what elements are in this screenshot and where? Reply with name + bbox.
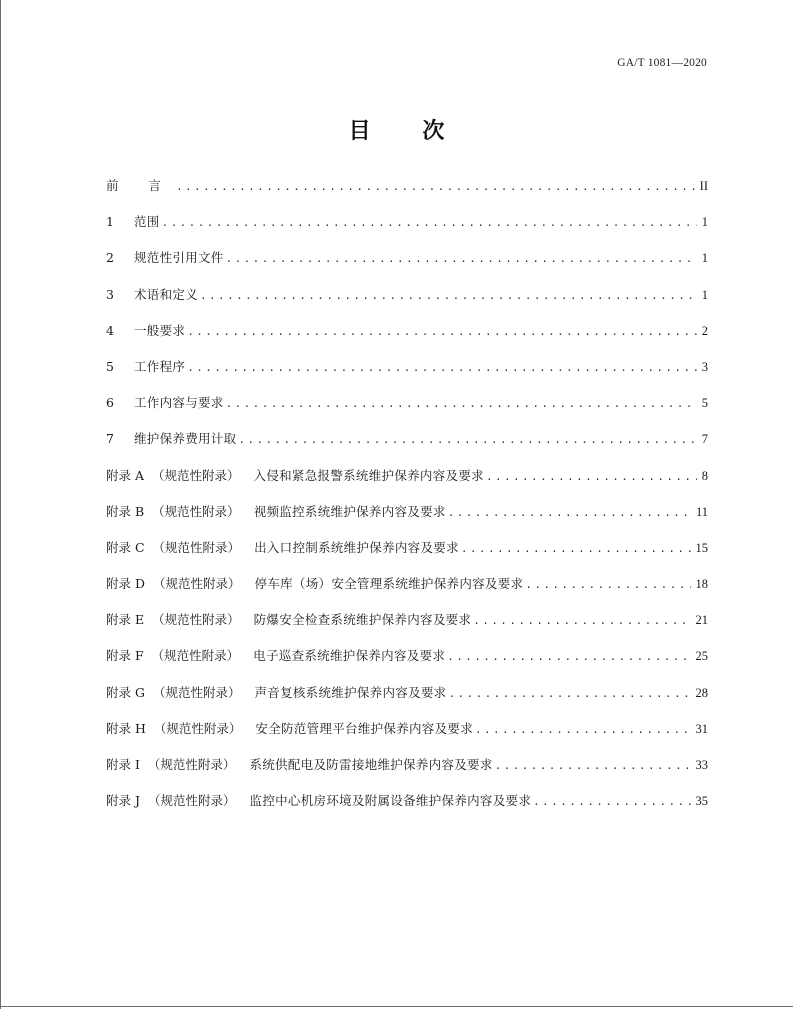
toc-entry-title: 防爆安全检查系统维护保养内容及要求 <box>253 612 472 628</box>
toc-entry-title: 监控中心机房环境及附属设备维护保养内容及要求 <box>249 793 532 809</box>
toc-entry-section[interactable] <box>106 427 708 463</box>
page-left-border <box>0 0 1 1009</box>
toc-page-number: 33 <box>695 758 708 772</box>
toc-entry-title: 系统供配电及防雷接地维护保养内容及要求 <box>249 757 493 772</box>
toc-appendix-type: （规范性附录） <box>148 793 236 809</box>
toc-page-number: 5 <box>701 396 708 411</box>
toc-entry-title: 电子巡查系统维护保养内容及要求 <box>253 648 446 664</box>
toc-appendix-type: （规范性附录） <box>152 539 241 555</box>
page-title: 目 次 <box>348 119 467 144</box>
toc-appendix-label: 附录 J <box>106 793 140 809</box>
toc-appendix-label: 附录 A <box>106 467 145 483</box>
toc-entry-appendix[interactable] <box>106 464 708 500</box>
toc-entry-section[interactable] <box>106 319 708 355</box>
toc-appendix-type: （规范性附录） <box>152 612 240 628</box>
toc-page-number: 1 <box>701 287 708 302</box>
toc-appendix-type: （规范性附录） <box>153 576 241 592</box>
toc-page-number: 2 <box>701 323 708 338</box>
toc-appendix-type: （规范性附录） <box>152 467 240 483</box>
toc-leader-dots <box>448 501 691 525</box>
toc-appendix-label: 附录 H <box>106 720 146 736</box>
toc-leader-dots <box>238 428 696 452</box>
page-bottom-border <box>0 1006 793 1007</box>
toc-leader-dots <box>447 645 690 669</box>
toc-appendix-label: 附录 I <box>106 757 140 772</box>
toc-entry-appendix[interactable] <box>106 644 708 680</box>
toc-entry-appendix[interactable] <box>106 608 708 644</box>
toc-entry-appendix[interactable] <box>106 717 708 753</box>
toc-leader-dots <box>200 284 697 308</box>
toc-leader-dots <box>475 718 691 742</box>
toc-page-number: 15 <box>695 540 708 555</box>
toc-entry-appendix[interactable] <box>106 572 708 608</box>
toc-entry-title: 术语和定义 <box>134 286 199 302</box>
toc-leader-dots <box>486 465 697 489</box>
toc-page-number: II <box>699 179 708 193</box>
toc-page-number: 1 <box>701 215 708 230</box>
toc-appendix-type: （规范性附录） <box>152 503 240 519</box>
toc-leader-dots <box>162 211 697 235</box>
toc-entry-title: 一般要求 <box>134 322 186 338</box>
toc-leader-dots <box>226 247 697 271</box>
toc-page-number: 3 <box>701 359 708 374</box>
toc-leader-dots <box>525 573 690 597</box>
toc-leader-dots <box>187 356 697 380</box>
toc-entry-title: 声音复核系统维护保养内容及要求 <box>254 684 447 700</box>
toc-page-number: 1 <box>701 251 708 266</box>
toc-appendix-label: 附录 C <box>106 539 145 555</box>
toc-section-number: 3 <box>106 286 114 302</box>
toc-entry-section[interactable] <box>106 355 708 391</box>
toc-appendix-label: 附录 G <box>106 684 145 700</box>
toc-section-number: 2 <box>106 250 114 266</box>
toc-entry-title: 停车库（场）安全管理系统维护保养内容及要求 <box>254 576 524 592</box>
toc-section-number: 5 <box>106 358 114 374</box>
toc-leader-dots <box>495 754 691 778</box>
toc-entry-section[interactable] <box>106 391 708 427</box>
toc-appendix-label: 附录 E <box>106 612 145 628</box>
toc-entry-title: 视频监控系统维护保养内容及要求 <box>253 503 446 519</box>
toc-entry-appendix[interactable] <box>106 536 708 572</box>
toc-leader-dots <box>461 537 691 561</box>
toc-appendix-type: （规范性附录） <box>152 684 241 700</box>
toc-entry-title: 安全防范管理平台维护保养内容及要求 <box>255 720 473 736</box>
toc-page-number: 25 <box>695 649 708 664</box>
toc-entry-appendix[interactable] <box>106 753 708 789</box>
toc-entry-title: 前 言 <box>106 178 174 193</box>
toc-appendix-label: 附录 D <box>106 576 145 592</box>
toc-section-number: 4 <box>106 322 114 338</box>
toc-page-number: 11 <box>695 504 708 519</box>
table-of-contents <box>106 174 708 825</box>
toc-entry-title: 规范性引用文件 <box>134 250 224 266</box>
toc-entry-preface[interactable] <box>106 174 708 210</box>
toc-page-number: 8 <box>701 468 708 483</box>
toc-appendix-label: 附录 B <box>106 503 145 519</box>
toc-entry-title: 工作内容与要求 <box>134 395 224 411</box>
toc-entry-title: 工作程序 <box>134 358 186 374</box>
toc-appendix-type: （规范性附录） <box>147 757 236 772</box>
toc-appendix-label: 附录 F <box>106 648 144 664</box>
toc-appendix-type: （规范性附录） <box>151 648 240 664</box>
toc-entry-appendix[interactable] <box>106 681 708 717</box>
toc-page-number: 21 <box>695 613 708 628</box>
toc-page-number: 28 <box>695 685 708 700</box>
toc-leader-dots <box>176 175 695 199</box>
toc-section-number: 1 <box>106 214 114 230</box>
toc-leader-dots <box>226 392 697 416</box>
toc-entry-title: 范围 <box>134 214 160 230</box>
toc-section-number: 7 <box>106 431 114 447</box>
toc-appendix-type: （规范性附录） <box>153 720 242 736</box>
toc-entry-appendix[interactable] <box>106 789 708 825</box>
toc-leader-dots <box>533 790 690 814</box>
toc-entry-title: 出入口控制系统维护保养内容及要求 <box>254 539 459 555</box>
toc-page-number: 31 <box>695 721 708 736</box>
toc-entry-section[interactable] <box>106 210 708 246</box>
toc-page-number: 18 <box>695 577 708 592</box>
toc-page-number: 35 <box>695 794 708 809</box>
toc-entry-section[interactable] <box>106 246 708 282</box>
toc-leader-dots <box>449 682 691 706</box>
toc-entry-title: 入侵和紧急报警系统维护保养内容及要求 <box>253 467 484 483</box>
toc-page-number: 7 <box>701 432 708 447</box>
toc-entry-title: 维护保养费用计取 <box>134 431 237 447</box>
document-code: GA/T 1081—2020 <box>617 57 707 69</box>
toc-leader-dots <box>473 609 690 633</box>
toc-entry-appendix[interactable] <box>106 500 708 536</box>
toc-section-number: 6 <box>106 395 114 411</box>
toc-leader-dots <box>187 320 697 344</box>
toc-entry-section[interactable] <box>106 283 708 319</box>
